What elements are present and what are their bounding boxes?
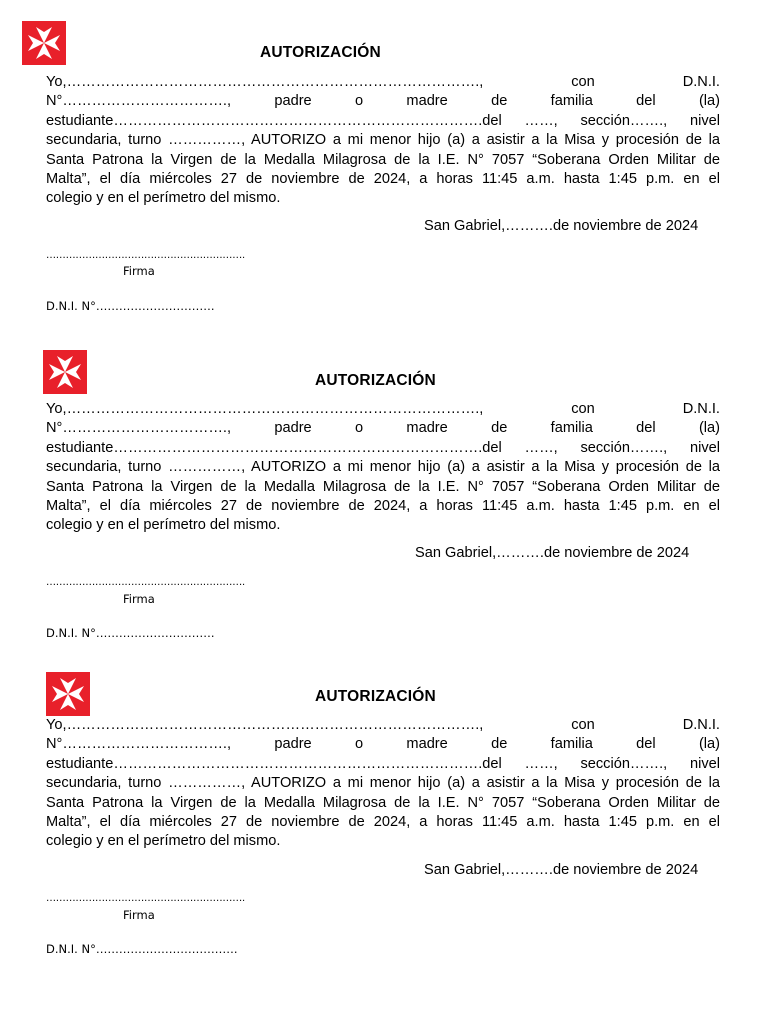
text-segment: secundaria, turno ……………, AUTORIZO a mi menor hijo (a) a asistir a la Misa y procesión de la xyxy=(46,132,720,149)
text-segment: Santa Patrona la Virgen de la Medalla Milagrosa de la I.E. N° 7057 “Soberana Orden Militar de xyxy=(46,151,720,168)
text-line xyxy=(46,458,720,477)
signature-line: ……………………………………………………. xyxy=(46,893,245,904)
text-segment: de xyxy=(491,420,508,437)
text-segment: (la) xyxy=(698,420,721,437)
signature-label: Firma xyxy=(123,592,155,606)
text-segment: Santa Patrona la Virgen de la Medalla Milagrosa de la I.E. N° 7057 “Soberana Orden Militar de xyxy=(46,478,720,495)
text-segment: D.N.I. xyxy=(682,717,720,733)
maltese-cross-icon xyxy=(43,350,87,394)
date-line: San Gabriel,……….de noviembre de 2024 xyxy=(424,862,699,878)
text-segment: sección……., xyxy=(580,112,668,129)
signature-label: Firma xyxy=(123,264,155,278)
text-segment: nivel xyxy=(689,755,720,772)
text-segment: ……, xyxy=(524,112,558,129)
text-segment: nivel xyxy=(689,439,720,456)
dni-field: D.N.I. N°………………………………. xyxy=(46,942,238,956)
text-segment: de xyxy=(491,736,508,753)
text-line xyxy=(46,794,720,813)
form-title: AUTORIZACIÓN xyxy=(260,44,381,61)
text-line xyxy=(46,151,720,170)
text-segment: colegio y en el perímetro del mismo. xyxy=(46,517,281,534)
text-line xyxy=(46,716,720,735)
signature-line: ……………………………………………………. xyxy=(46,250,245,261)
text-segment: del xyxy=(636,420,656,437)
text-segment: de xyxy=(491,93,508,110)
text-segment: familia xyxy=(550,420,593,437)
text-line xyxy=(46,774,720,793)
date-line: San Gabriel,……….de noviembre de 2024 xyxy=(424,218,699,234)
text-line xyxy=(46,735,720,754)
text-segment: D.N.I. xyxy=(682,401,720,417)
text-segment: con xyxy=(571,717,595,733)
form-title: AUTORIZACIÓN xyxy=(315,372,436,389)
text-line xyxy=(46,755,720,774)
text-segment: estudiante………………………………………………………………….del xyxy=(46,112,502,129)
authorization-text xyxy=(46,400,720,536)
text-segment: Malta”, el día miércoles 27 de noviembre de 2024, a horas 11:45 a.m. hasta 1:45 p.m. en el xyxy=(46,498,720,515)
text-segment: del xyxy=(636,93,656,110)
text-segment: del xyxy=(636,736,656,753)
text-line xyxy=(46,516,720,535)
text-segment: familia xyxy=(550,93,593,110)
text-segment: o xyxy=(354,736,364,753)
form-title: AUTORIZACIÓN xyxy=(315,688,436,705)
text-segment: secundaria, turno ……………, AUTORIZO a mi menor hijo (a) a asistir a la Misa y procesión de la xyxy=(46,459,720,476)
text-segment: estudiante………………………………………………………………….del xyxy=(46,439,502,456)
text-line xyxy=(46,497,720,516)
text-segment: madre xyxy=(406,420,448,437)
text-line xyxy=(46,170,720,189)
maltese-cross-icon xyxy=(46,672,90,716)
text-segment: Yo,…………………………………………………………………………., xyxy=(46,717,484,733)
text-line xyxy=(46,419,720,438)
text-segment: o xyxy=(354,420,364,437)
text-segment: o xyxy=(354,93,364,110)
text-segment: nivel xyxy=(689,112,720,129)
text-segment: Santa Patrona la Virgen de la Medalla Milagrosa de la I.E. N° 7057 “Soberana Orden Militar de xyxy=(46,794,720,811)
text-segment: Yo,…………………………………………………………………………., xyxy=(46,401,484,417)
text-segment: (la) xyxy=(698,93,721,110)
text-segment: madre xyxy=(406,736,448,753)
text-line xyxy=(46,73,720,92)
text-line xyxy=(46,189,720,208)
maltese-cross-icon xyxy=(22,21,66,65)
text-segment: estudiante………………………………………………………………….del xyxy=(46,755,502,772)
text-segment: padre xyxy=(274,93,312,110)
text-segment: colegio y en el perímetro del mismo. xyxy=(46,190,281,207)
text-segment: Yo,…………………………………………………………………………., xyxy=(46,74,484,90)
text-segment: N°……………………………., xyxy=(46,420,232,437)
text-segment: con xyxy=(571,401,595,417)
text-line xyxy=(46,813,720,832)
dni-field: D.N.I. N°…………………………. xyxy=(46,299,215,313)
text-segment: Malta”, el día miércoles 27 de noviembre de 2024, a horas 11:45 a.m. hasta 1:45 p.m. en el xyxy=(46,171,720,188)
text-segment: N°……………………………., xyxy=(46,736,232,753)
text-segment: padre xyxy=(274,736,312,753)
text-segment: sección……., xyxy=(580,755,668,772)
text-segment: ……, xyxy=(524,755,558,772)
authorization-text xyxy=(46,716,720,852)
authorization-text xyxy=(46,73,720,209)
text-segment: padre xyxy=(274,420,312,437)
text-segment: colegio y en el perímetro del mismo. xyxy=(46,833,281,850)
text-segment: secundaria, turno ……………, AUTORIZO a mi menor hijo (a) a asistir a la Misa y procesión de la xyxy=(46,775,720,792)
text-line xyxy=(46,131,720,150)
date-line: San Gabriel,……….de noviembre de 2024 xyxy=(415,545,690,561)
text-segment: N°……………………………., xyxy=(46,93,232,110)
text-segment: (la) xyxy=(698,736,721,753)
text-segment: sección……., xyxy=(580,439,668,456)
text-line xyxy=(46,92,720,111)
text-line xyxy=(46,832,720,851)
text-line xyxy=(46,439,720,458)
text-segment: D.N.I. xyxy=(682,74,720,90)
text-line xyxy=(46,112,720,131)
text-segment: madre xyxy=(406,93,448,110)
signature-label: Firma xyxy=(123,908,155,922)
text-segment: familia xyxy=(550,736,593,753)
text-segment: Malta”, el día miércoles 27 de noviembre de 2024, a horas 11:45 a.m. hasta 1:45 p.m. en el xyxy=(46,814,720,831)
text-line xyxy=(46,478,720,497)
dni-field: D.N.I. N°…………………………. xyxy=(46,626,215,640)
text-segment: con xyxy=(571,74,595,90)
text-line xyxy=(46,400,720,419)
signature-line: ……………………………………………………. xyxy=(46,577,245,588)
text-segment: ……, xyxy=(524,439,558,456)
